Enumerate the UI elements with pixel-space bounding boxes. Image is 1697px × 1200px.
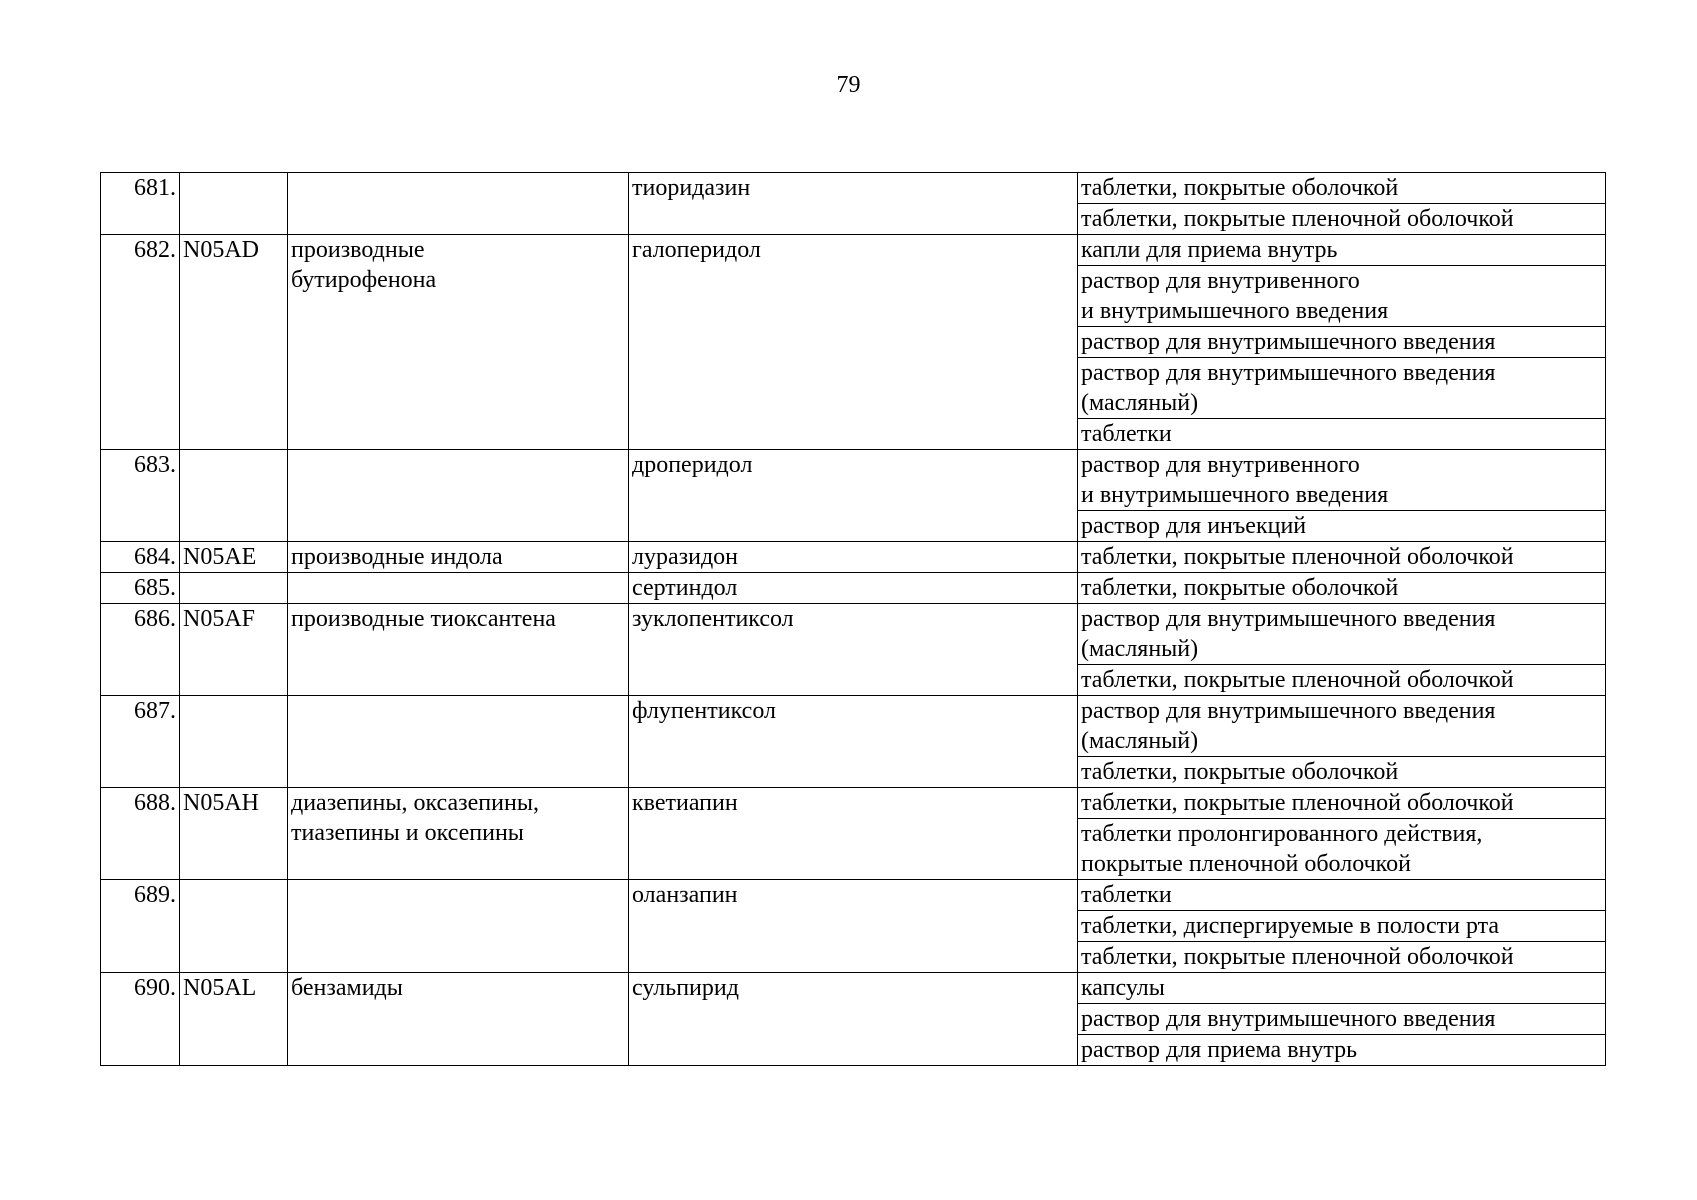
pharmacological-group — [288, 542, 629, 573]
entry-number: 686. — [101, 604, 180, 696]
drug-name: галоперидол — [629, 235, 1078, 450]
atc-code: N05AE — [180, 542, 288, 573]
group-line: диазепины, оксазепины, — [291, 790, 539, 816]
dosage-form-line: раствор для приема внутрь — [1081, 1037, 1358, 1063]
dosage-form-line: таблетки, покрытые пленочной оболочкой — [1081, 206, 1514, 232]
dosage-form-line: таблетки, покрытые пленочной оболочкой — [1081, 667, 1514, 693]
dosage-form-line: раствор для внутривенного — [1081, 268, 1360, 294]
dosage-form-line: таблетки — [1081, 421, 1172, 447]
dosage-form-line: таблетки, покрытые оболочкой — [1081, 575, 1399, 601]
dosage-form-line: и внутримышечного введения — [1081, 298, 1389, 324]
entry-number: 688. — [101, 788, 180, 880]
dosage-form — [1078, 419, 1606, 450]
dosage-form — [1078, 1004, 1606, 1035]
dosage-form-line: таблетки пролонгированного действия, — [1081, 821, 1483, 847]
atc-code — [180, 173, 288, 235]
dosage-form-line: таблетки, диспергируемые в полости рта — [1081, 913, 1500, 939]
drug-name: оланзапин — [629, 880, 1078, 973]
dosage-form-line: таблетки, покрытые оболочкой — [1081, 175, 1399, 201]
entry-number: 683. — [101, 450, 180, 542]
group-line: бензамиды — [291, 975, 403, 1001]
dosage-form-line: раствор для внутримышечного введения — [1081, 1006, 1496, 1032]
drug-name: кветиапин — [629, 788, 1078, 880]
dosage-form — [1078, 696, 1606, 757]
pharmacological-group — [288, 880, 629, 973]
pharmacological-group — [288, 235, 629, 450]
pharmacological-group — [288, 450, 629, 542]
page-number: 79 — [836, 72, 861, 98]
entry-number: 687. — [101, 696, 180, 788]
table-row — [101, 880, 1606, 911]
dosage-form-line: (масляный) — [1081, 636, 1199, 662]
dosage-form-line: таблетки — [1081, 882, 1172, 908]
dosage-form — [1078, 511, 1606, 542]
group-line: бутирофенона — [291, 267, 437, 293]
atc-code: N05AF — [180, 604, 288, 696]
atc-code — [180, 696, 288, 788]
entry-number: 690. — [101, 973, 180, 1066]
entry-number: 685. — [101, 573, 180, 604]
dosage-form — [1078, 542, 1606, 573]
dosage-form-line: таблетки, покрытые пленочной оболочкой — [1081, 790, 1514, 816]
atc-code: N05AL — [180, 973, 288, 1066]
dosage-form-line: раствор для внутривенного — [1081, 452, 1360, 478]
dosage-form-line: таблетки, покрытые оболочкой — [1081, 759, 1399, 785]
dosage-form-line: раствор для внутримышечного введения — [1081, 360, 1496, 386]
drug-name: сертиндол — [629, 573, 1078, 604]
table-row — [101, 173, 1606, 204]
dosage-form-line: таблетки, покрытые пленочной оболочкой — [1081, 544, 1514, 570]
atc-code — [180, 573, 288, 604]
dosage-form — [1078, 973, 1606, 1004]
dosage-form — [1078, 204, 1606, 235]
drug-name: зуклопентиксол — [629, 604, 1078, 696]
dosage-form-line: раствор для инъекций — [1081, 513, 1307, 539]
dosage-form-line: раствор для внутримышечного введения — [1081, 698, 1496, 724]
dosage-form-line: (масляный) — [1081, 728, 1199, 754]
table-row — [101, 604, 1606, 665]
pharmacological-group — [288, 173, 629, 235]
dosage-form — [1078, 358, 1606, 419]
dosage-form-line: и внутримышечного введения — [1081, 482, 1389, 508]
dosage-form — [1078, 911, 1606, 942]
group-line: тиазепины и оксепины — [291, 820, 524, 846]
atc-code — [180, 880, 288, 973]
group-line: производные тиоксантена — [291, 606, 556, 632]
dosage-form — [1078, 604, 1606, 665]
pharmacological-group — [288, 604, 629, 696]
dosage-form — [1078, 819, 1606, 880]
drug-name: сульпирид — [629, 973, 1078, 1066]
dosage-form — [1078, 880, 1606, 911]
drug-table — [100, 172, 1606, 1066]
dosage-form — [1078, 450, 1606, 511]
entry-number: 684. — [101, 542, 180, 573]
atc-code: N05AH — [180, 788, 288, 880]
drug-name: луразидон — [629, 542, 1078, 573]
drug-name: дроперидол — [629, 450, 1078, 542]
drug-name: тиоридазин — [629, 173, 1078, 235]
dosage-form-line: раствор для внутримышечного введения — [1081, 329, 1496, 355]
pharmacological-group — [288, 788, 629, 880]
dosage-form — [1078, 173, 1606, 204]
table-row — [101, 573, 1606, 604]
dosage-form-line: капли для приема внутрь — [1081, 237, 1338, 263]
dosage-form — [1078, 266, 1606, 327]
entry-number: 681. — [101, 173, 180, 235]
dosage-form — [1078, 942, 1606, 973]
dosage-form-line: покрытые пленочной оболочкой — [1081, 851, 1411, 877]
dosage-form — [1078, 235, 1606, 266]
dosage-form — [1078, 757, 1606, 788]
dosage-form — [1078, 573, 1606, 604]
table-row — [101, 696, 1606, 757]
dosage-form — [1078, 1035, 1606, 1066]
dosage-form-line: капсулы — [1081, 975, 1165, 1001]
pharmacological-group — [288, 696, 629, 788]
group-line: производные индола — [291, 544, 503, 570]
pharmacological-group — [288, 973, 629, 1066]
atc-code — [180, 450, 288, 542]
group-line: производные — [291, 237, 425, 263]
table-row — [101, 450, 1606, 511]
table-row — [101, 542, 1606, 573]
dosage-form-line: (масляный) — [1081, 390, 1199, 416]
atc-code: N05AD — [180, 235, 288, 450]
dosage-form-line: таблетки, покрытые пленочной оболочкой — [1081, 944, 1514, 970]
table-row — [101, 973, 1606, 1004]
dosage-form-line: раствор для внутримышечного введения — [1081, 606, 1496, 632]
entry-number: 689. — [101, 880, 180, 973]
entry-number: 682. — [101, 235, 180, 450]
dosage-form — [1078, 788, 1606, 819]
dosage-form — [1078, 327, 1606, 358]
drug-name: флупентиксол — [629, 696, 1078, 788]
dosage-form — [1078, 665, 1606, 696]
table-row — [101, 235, 1606, 266]
pharmacological-group — [288, 573, 629, 604]
table-row — [101, 788, 1606, 819]
